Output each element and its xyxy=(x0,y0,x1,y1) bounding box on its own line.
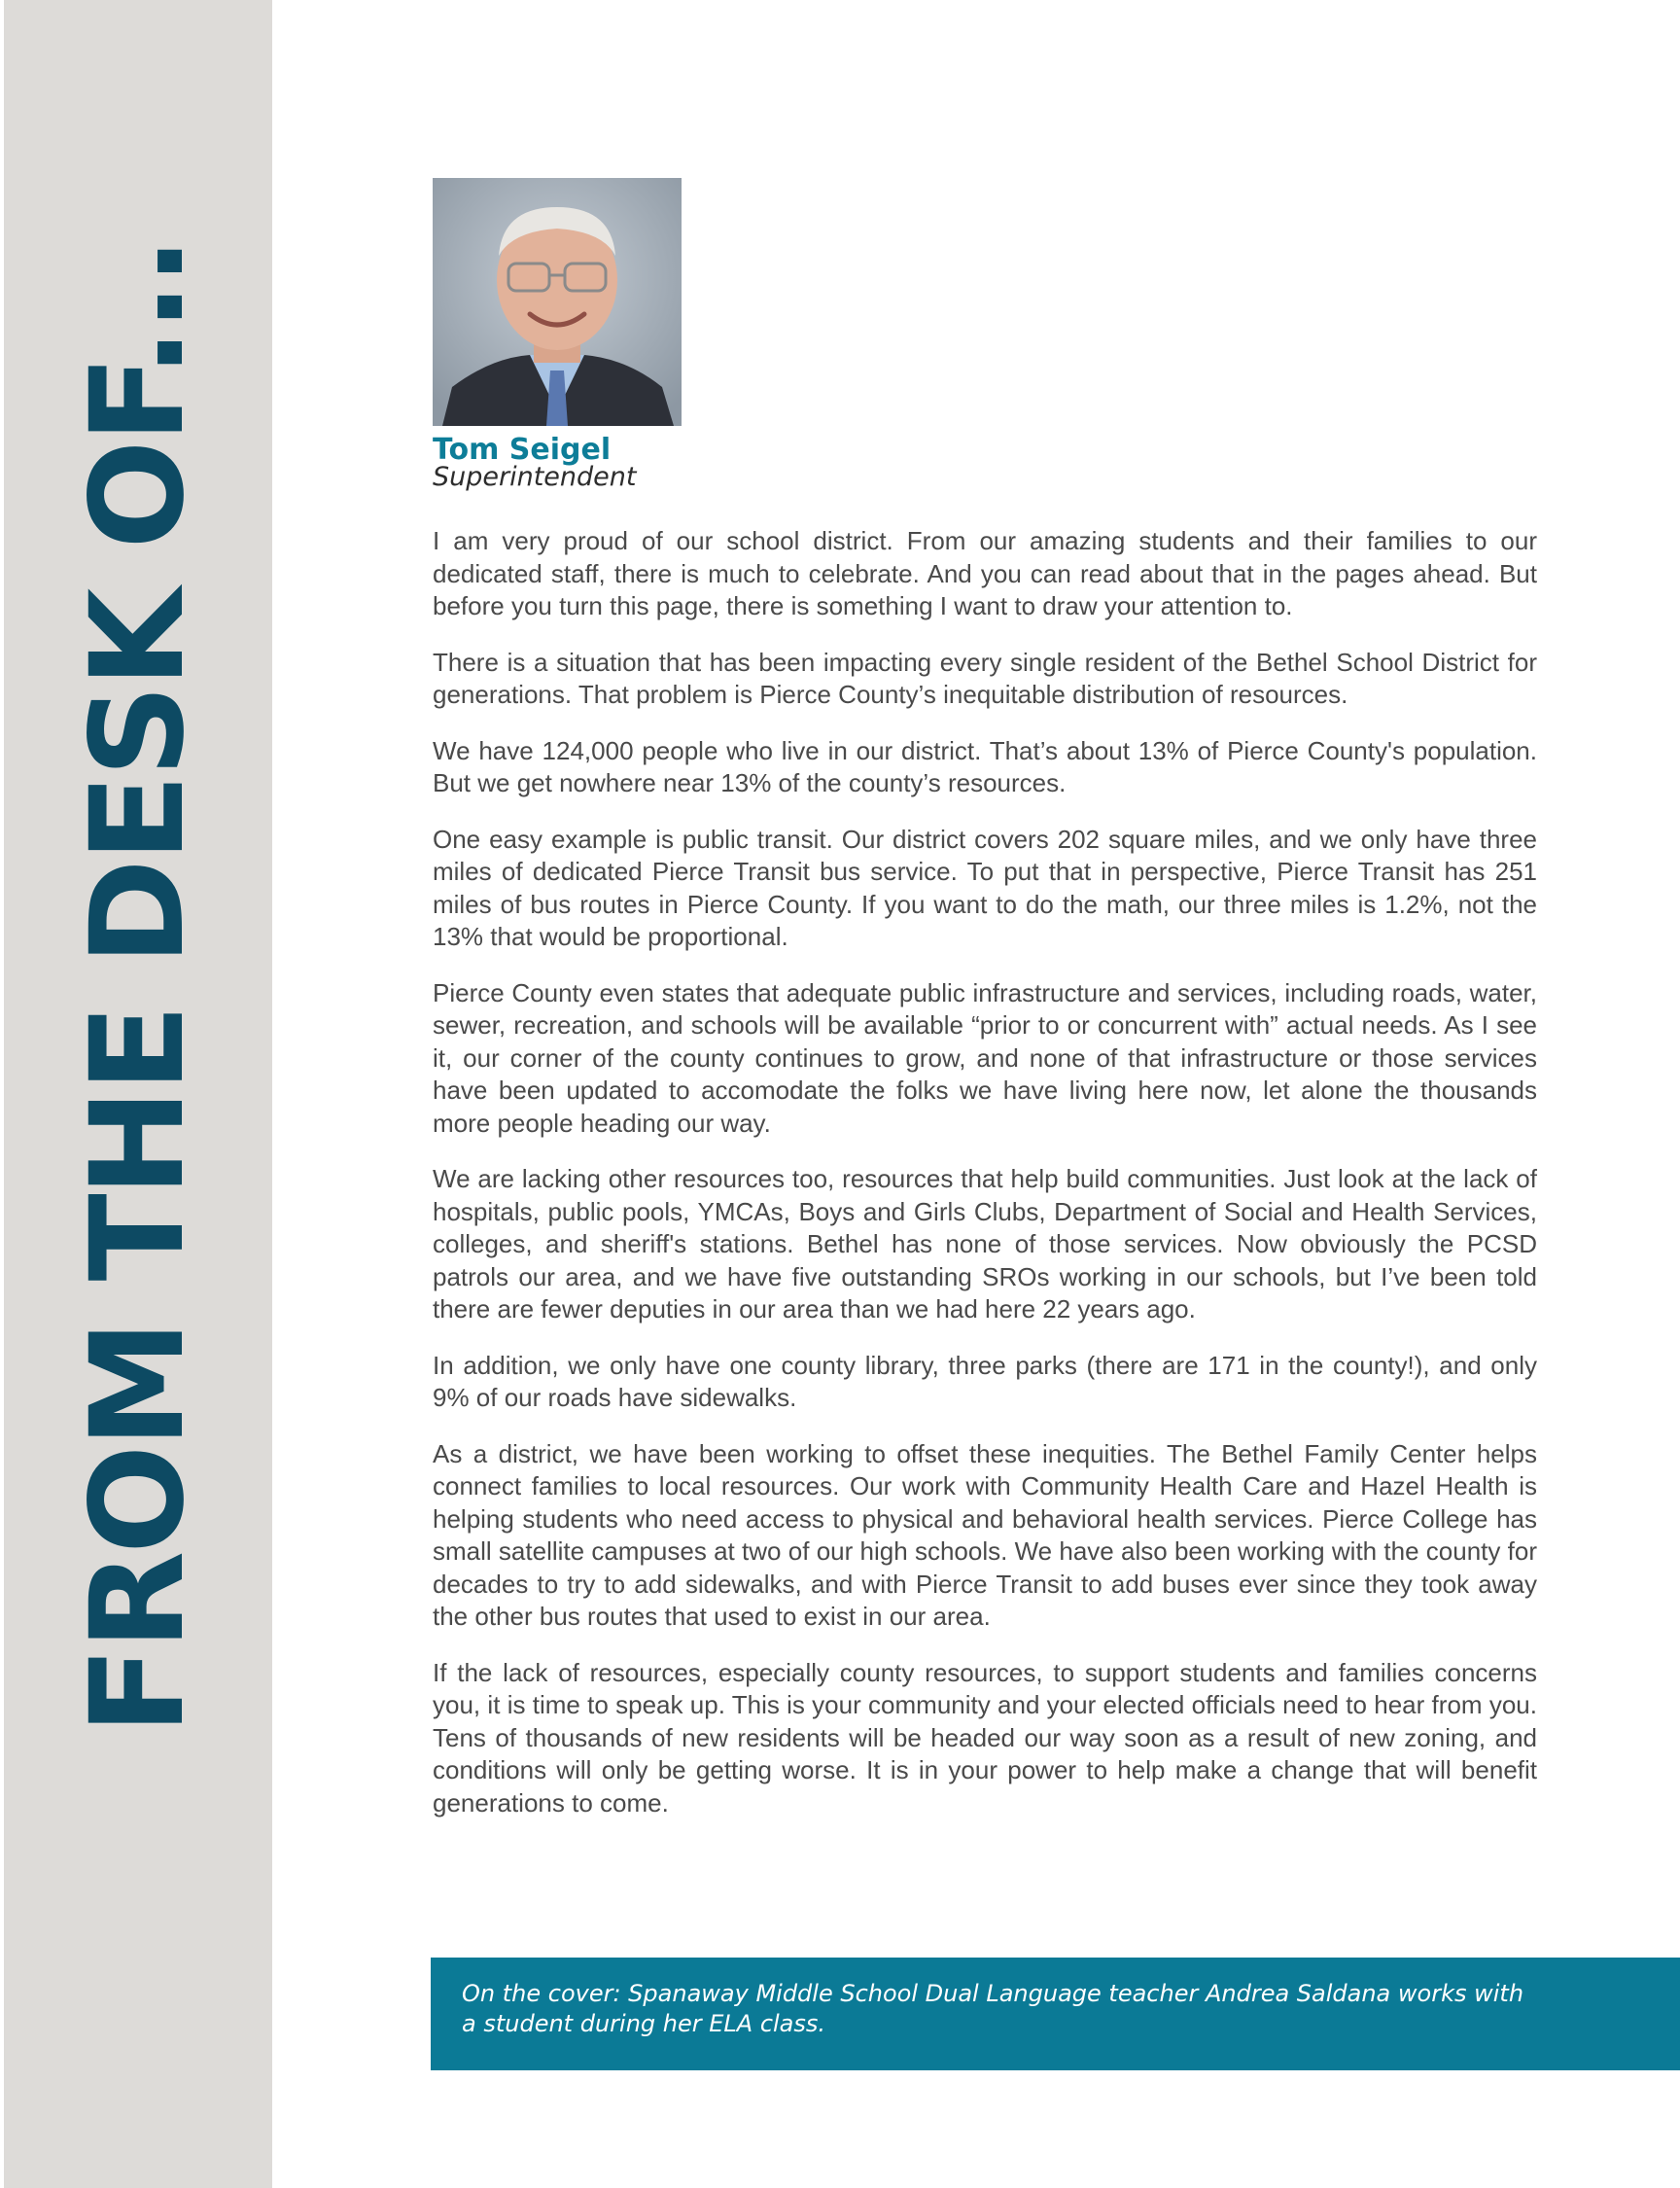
letter-paragraph: I am very proud of our school district. From our amazing students and their families to our dedicated staff, there is much to celebrate. And you can read about that in the pages ahead. But before you turn this page, there is something I want to draw your attention to. xyxy=(433,526,1537,620)
letter-paragraph: If the lack of resources, especially county resources, to support students and families concerns you, it is time to speak up. This is your community and your elected officials need to hear from you. Tens of thousands of new residents will be headed our way soon as a result of new zoning, and conditions will only be getting worse. It is in your power to help make a change that will benefit generations to come. xyxy=(433,1657,1537,1817)
letter-paragraph: One easy example is public transit. Our district covers 202 square miles, and we only have three miles of dedicated Pierce Transit bus service. To put that in perspective, Pierce Transit has 251 miles of bus routes in Pierce County. If you want to do the math, our three miles is 1.2%, not the 13% that would be proportional. xyxy=(433,824,1537,951)
letter-paragraph: In addition, we only have one county library, three parks (there are 171 in the county!), and only 9% of our roads have sidewalks. xyxy=(433,1350,1537,1412)
author-title: Superintendent xyxy=(433,462,637,492)
cover-note-box xyxy=(431,1958,1680,2070)
sidebar-title: FROM THE DESK OF... xyxy=(63,239,213,1735)
letter-paragraph: Pierce County even states that adequate public infrastructure and services, including roads, water, sewer, recreation, and schools will be available “prior to or concurrent with” actual needs. As I see it, our corner of the county continues to grow, and none of that infrastructure or those services have been updated to accomodate the folks we have living here now, let alone the thousands more people heading our way. xyxy=(433,977,1537,1138)
letter-paragraph: We are lacking other resources too, resources that help build communities. Just look at the lack of hospitals, public pools, YMCAs, Boys and Girls Clubs, Department of Social and Health Services, colleges, and sheriff's stations. Bethel has none of those services. Now obviously the PCSD patrols our area, and we have five outstanding SROs working in our schools, but I’ve been told there are fewer deputies in our area than we had here 22 years ago. xyxy=(433,1164,1537,1323)
author-name: Tom Seigel xyxy=(433,433,612,467)
cover-note-text: On the cover: Spanaway Middle School Dual Language teacher Andrea Saldana works with a student during her ELA class. xyxy=(462,1980,1524,2037)
letter-paragraph: As a district, we have been working to offset these inequities. The Bethel Family Center helps connect families to local resources. Our work with Community Health Care and Hazel Health is helping students who need access to physical and behavioral health services. Pierce College has small satellite campuses at two of our high schools. We have also been working with the county for decades to try to add sidewalks, and with Pierce Transit to add buses ever since they took away the other bus routes that used to exist in our area. xyxy=(433,1438,1537,1631)
letter-paragraph: There is a situation that has been impacting every single resident of the Bethel School District for generations. That problem is Pierce County’s inequitable distribution of resources. xyxy=(433,647,1537,709)
letter-paragraph: We have 124,000 people who live in our district. That’s about 13% of Pierce County's population. But we get nowhere near 13% of the county’s resources. xyxy=(433,735,1537,797)
author-photo xyxy=(433,178,682,426)
letter-body xyxy=(433,525,1537,1843)
